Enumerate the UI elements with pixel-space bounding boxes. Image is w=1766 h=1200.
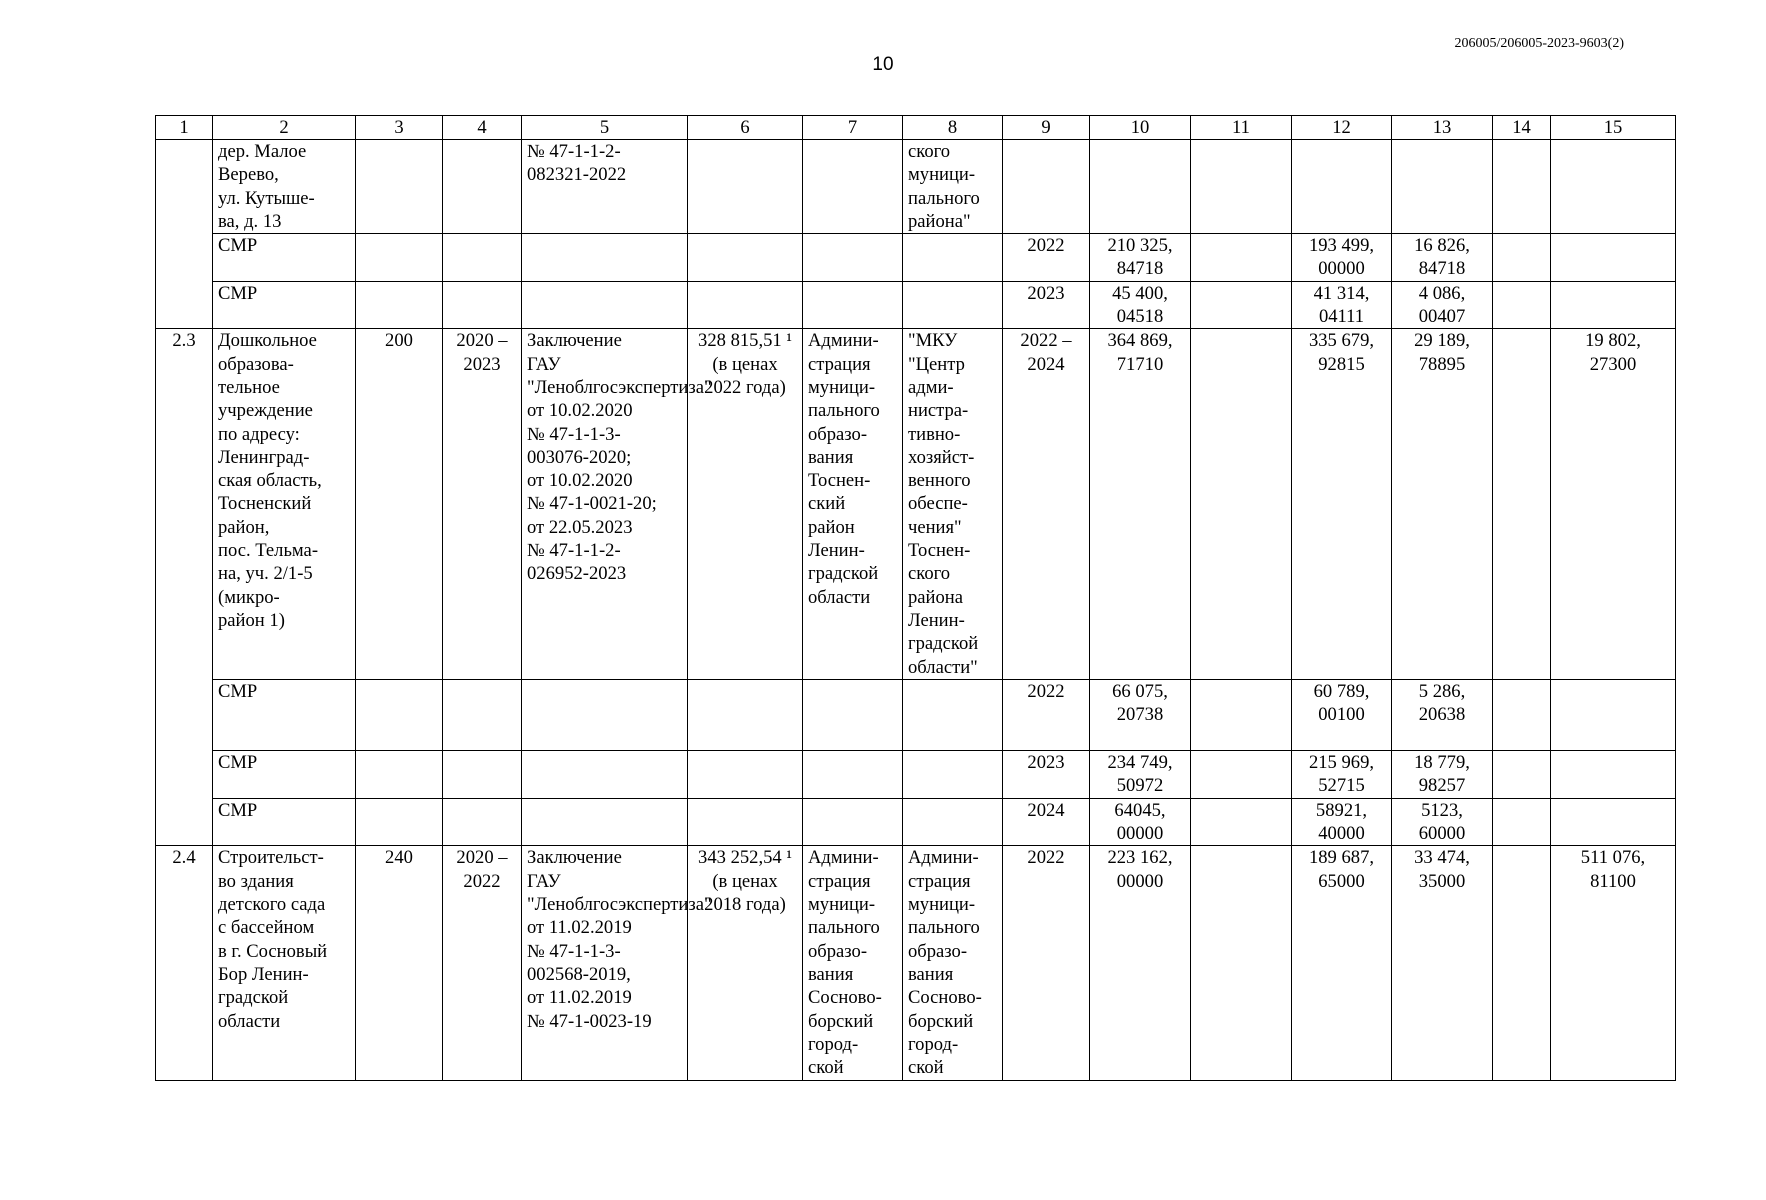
table-cell <box>156 140 213 329</box>
table-cell: 193 499, 00000 <box>1292 234 1392 282</box>
table-cell: 29 189, 78895 <box>1392 329 1493 679</box>
table-cell: 200 <box>356 329 443 679</box>
table-row <box>156 750 1676 798</box>
table-row <box>156 846 1676 1081</box>
table-cell <box>688 798 803 846</box>
table-row <box>156 281 1676 329</box>
table-row <box>156 679 1676 750</box>
table-cell: 2024 <box>1003 798 1090 846</box>
table-cell: 4 086, 00407 <box>1392 281 1493 329</box>
table-cell: 2022 <box>1003 234 1090 282</box>
table-cell: 45 400, 04518 <box>1090 281 1191 329</box>
table-cell <box>688 679 803 750</box>
table-cell: Админи- страция муници- пального образо- вания Сосново- борский город- ской <box>903 846 1003 1081</box>
table-cell: СМР <box>213 234 356 282</box>
document-id: 206005/206005-2023-9603(2) <box>1454 36 1624 51</box>
table-cell: 335 679, 92815 <box>1292 329 1392 679</box>
table-cell: "МКУ "Центр адми- нистра- тивно- хозяйст- венного обеспе- чения" Тоснен- ского района Ленин- градской области" <box>903 329 1003 679</box>
table-cell: 328 815,51 ¹ (в ценах 2022 года) <box>688 329 803 679</box>
table-cell <box>522 679 688 750</box>
table-cell <box>1191 234 1292 282</box>
header-cell: 15 <box>1551 116 1676 140</box>
table-cell: 215 969, 52715 <box>1292 750 1392 798</box>
table-cell <box>1191 798 1292 846</box>
page-number: 10 <box>872 54 894 75</box>
header-cell: 9 <box>1003 116 1090 140</box>
table-cell <box>1191 329 1292 679</box>
table-cell <box>903 281 1003 329</box>
table-cell: 364 869, 71710 <box>1090 329 1191 679</box>
table-cell: 18 779, 98257 <box>1392 750 1493 798</box>
table-cell <box>1551 140 1676 234</box>
table-cell <box>1191 140 1292 234</box>
table-cell <box>903 234 1003 282</box>
table-cell <box>903 798 1003 846</box>
table-cell: Заключение ГАУ "Леноблгосэкспертиза" от 10.02.2020 № 47-1-1-3- 003076-2020; от 10.02.2020 № 47-1-0021-20; от 22.05.2023 № 47-1-1-2- 026952-2023 <box>522 329 688 679</box>
table-cell <box>1551 750 1676 798</box>
table-cell <box>356 140 443 234</box>
table-cell: СМР <box>213 281 356 329</box>
table-cell <box>803 750 903 798</box>
table-cell: 33 474, 35000 <box>1392 846 1493 1081</box>
table-cell <box>522 798 688 846</box>
table-cell <box>356 750 443 798</box>
table-cell <box>1551 234 1676 282</box>
table-cell <box>1493 140 1551 234</box>
table-cell <box>1493 281 1551 329</box>
table-cell <box>1191 679 1292 750</box>
table-cell <box>1090 140 1191 234</box>
table-cell <box>443 679 522 750</box>
table-cell <box>903 679 1003 750</box>
table-cell <box>443 140 522 234</box>
table-cell: 2.3 <box>156 329 213 846</box>
table-cell <box>803 798 903 846</box>
header-cell: 3 <box>356 116 443 140</box>
table-cell <box>1191 846 1292 1081</box>
table-cell <box>1551 281 1676 329</box>
table-cell: дер. Малое Верево, ул. Кутыше- ва, д. 13 <box>213 140 356 234</box>
table-cell: 240 <box>356 846 443 1081</box>
table-cell <box>803 234 903 282</box>
table-cell <box>1493 798 1551 846</box>
table-cell <box>443 798 522 846</box>
table-cell: Заключение ГАУ "Леноблгосэкспертиза" от 11.02.2019 № 47-1-1-3- 002568-2019, от 11.02.2019 № 47-1-0023-19 <box>522 846 688 1081</box>
header-row <box>156 116 1676 140</box>
table-cell: 2022 <box>1003 679 1090 750</box>
table-cell: 5 286, 20638 <box>1392 679 1493 750</box>
header-cell: 4 <box>443 116 522 140</box>
table-cell: ского муници- пального района" <box>903 140 1003 234</box>
table-cell: 41 314, 04111 <box>1292 281 1392 329</box>
table-cell <box>1191 750 1292 798</box>
table-cell: Дошкольное образова- тельное учреждение по адресу: Ленинград- ская область, Тосненский район, пос. Тельма- на, уч. 2/1-5 (микро- район 1) <box>213 329 356 679</box>
table-row <box>156 798 1676 846</box>
table-cell <box>1493 234 1551 282</box>
table-cell: 2023 <box>1003 281 1090 329</box>
table-cell: 223 162, 00000 <box>1090 846 1191 1081</box>
table-cell <box>1292 140 1392 234</box>
header-cell: 8 <box>903 116 1003 140</box>
table-cell <box>688 140 803 234</box>
table-cell: 343 252,54 ¹ (в ценах 2018 года) <box>688 846 803 1081</box>
table-cell <box>1493 329 1551 679</box>
table-cell: 58921, 40000 <box>1292 798 1392 846</box>
table-cell <box>1551 798 1676 846</box>
table-cell <box>356 234 443 282</box>
table-cell <box>522 750 688 798</box>
table-cell <box>903 750 1003 798</box>
table-cell: 2023 <box>1003 750 1090 798</box>
table-cell <box>803 281 903 329</box>
table-cell <box>356 281 443 329</box>
header-cell: 12 <box>1292 116 1392 140</box>
table-cell <box>1191 281 1292 329</box>
table-cell <box>803 679 903 750</box>
table-cell: СМР <box>213 798 356 846</box>
table-cell <box>1493 679 1551 750</box>
table-cell: 2.4 <box>156 846 213 1081</box>
header-cell: 2 <box>213 116 356 140</box>
table-cell <box>803 140 903 234</box>
data-table <box>155 115 1676 1081</box>
table-row <box>156 140 1676 234</box>
header-cell: 14 <box>1493 116 1551 140</box>
table-cell <box>688 281 803 329</box>
table-row <box>156 329 1676 679</box>
table-cell <box>356 798 443 846</box>
table-cell: 66 075, 20738 <box>1090 679 1191 750</box>
table-cell: № 47-1-1-2- 082321-2022 <box>522 140 688 234</box>
table-cell: 2020 – 2022 <box>443 846 522 1081</box>
table-cell <box>522 281 688 329</box>
table-cell <box>688 750 803 798</box>
table-cell <box>443 234 522 282</box>
table-cell: Строительст- во здания детского сада с бассейном в г. Сосновый Бор Ленин- градской области <box>213 846 356 1081</box>
table-cell <box>443 281 522 329</box>
table-cell: СМР <box>213 750 356 798</box>
table-cell: 60 789, 00100 <box>1292 679 1392 750</box>
header-cell: 11 <box>1191 116 1292 140</box>
table-cell: 511 076, 81100 <box>1551 846 1676 1081</box>
table-cell: 16 826, 84718 <box>1392 234 1493 282</box>
header-cell: 6 <box>688 116 803 140</box>
table-cell: Админи- страция муници- пального образо- вания Тоснен- ский район Ленин- градской области <box>803 329 903 679</box>
header-cell: 7 <box>803 116 903 140</box>
table-cell: 189 687, 65000 <box>1292 846 1392 1081</box>
table-cell <box>356 679 443 750</box>
table-row <box>156 234 1676 282</box>
header-cell: 1 <box>156 116 213 140</box>
header-cell: 5 <box>522 116 688 140</box>
table-cell: СМР <box>213 679 356 750</box>
table-cell: Админи- страция муници- пального образо- вания Сосново- борский город- ской <box>803 846 903 1081</box>
table-cell: 2020 – 2023 <box>443 329 522 679</box>
table-cell <box>1003 140 1090 234</box>
table-cell <box>688 234 803 282</box>
table-cell <box>1551 679 1676 750</box>
header-cell: 10 <box>1090 116 1191 140</box>
table-cell <box>1392 140 1493 234</box>
table-cell: 2022 – 2024 <box>1003 329 1090 679</box>
table-cell <box>1493 846 1551 1081</box>
table-cell: 5123, 60000 <box>1392 798 1493 846</box>
table-cell: 64045, 00000 <box>1090 798 1191 846</box>
table-cell: 2022 <box>1003 846 1090 1081</box>
table-cell: 210 325, 84718 <box>1090 234 1191 282</box>
table-cell: 19 802, 27300 <box>1551 329 1676 679</box>
header-cell: 13 <box>1392 116 1493 140</box>
table-cell <box>443 750 522 798</box>
table-cell <box>522 234 688 282</box>
table-cell: 234 749, 50972 <box>1090 750 1191 798</box>
table-cell <box>1493 750 1551 798</box>
